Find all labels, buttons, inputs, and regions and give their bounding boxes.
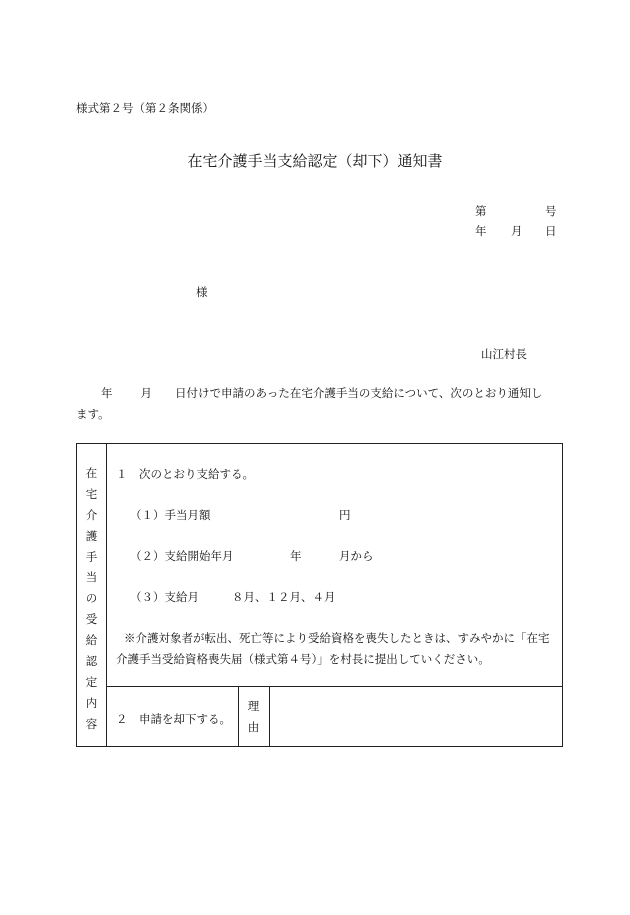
item1-unit: 円 — [339, 508, 351, 522]
document-number-prefix: 第 — [475, 204, 487, 218]
side-label-char: 当 — [85, 570, 98, 585]
reason-label-vertical — [238, 696, 269, 738]
item2-suffix: 月から — [339, 549, 374, 563]
form-number: 様式第２号（第２条関係） — [76, 101, 214, 115]
section1-title: １ 次のとおり支給する。 — [116, 467, 254, 481]
item3-value: ８月、１２月、４月 — [232, 590, 336, 604]
recipient-honorific: 様 — [196, 285, 208, 299]
item2-label: （２）支給開始年月 — [130, 549, 234, 563]
date-month-label: 月 — [511, 224, 523, 238]
body-year-label: 年 — [101, 386, 113, 400]
note-line1: ※介護対象者が転出、死亡等により受給資格を喪失したときは、すみやかに「在宅 — [124, 631, 550, 645]
side-label-char: 介 — [85, 507, 98, 522]
body-line1: 日付けで申請のあった在宅介護手当の支給について、次のとおり通知し — [175, 386, 543, 400]
item1-label: （１）手当月額 — [130, 508, 211, 522]
note-line2: 介護手当受給資格喪失届（様式第４号）」を村長に提出していください。 — [116, 652, 490, 666]
side-label-char: 内 — [85, 695, 98, 710]
document-title: 在宅介護手当支給認定（却下）通知書 — [187, 152, 443, 170]
item2-year-label: 年 — [290, 549, 302, 563]
content-table — [76, 443, 563, 747]
side-label-char: 容 — [85, 716, 98, 731]
side-label-char: 在 — [85, 466, 98, 480]
notice-body — [76, 383, 561, 425]
side-label-vertical — [77, 463, 106, 735]
side-label-char: 定 — [85, 674, 98, 689]
date-day-label: 日 — [545, 224, 557, 238]
body-month-label: 月 — [140, 386, 152, 400]
side-label-char: 手 — [85, 549, 98, 564]
reason-label-char: 由 — [247, 719, 260, 734]
item3-label: （３）支給月 — [130, 590, 199, 604]
body-line2: ます。 — [76, 407, 110, 421]
table-divider-reason-right — [269, 686, 270, 746]
side-label-char: 護 — [85, 528, 98, 543]
side-label-char: 認 — [85, 654, 98, 669]
document-number-suffix: 号 — [545, 204, 557, 218]
date-year-label: 年 — [475, 224, 487, 238]
side-label-char: 宅 — [85, 486, 98, 501]
side-label-char: の — [85, 591, 98, 606]
sender-name: 山江村長 — [481, 347, 527, 361]
reason-label-char: 理 — [247, 699, 260, 713]
side-label-char: 給 — [85, 633, 98, 648]
table-divider-row — [106, 686, 562, 687]
side-label-char: 受 — [85, 612, 98, 627]
table-divider-side — [106, 444, 107, 746]
section2-title: ２ 申請を却下する。 — [116, 712, 231, 726]
